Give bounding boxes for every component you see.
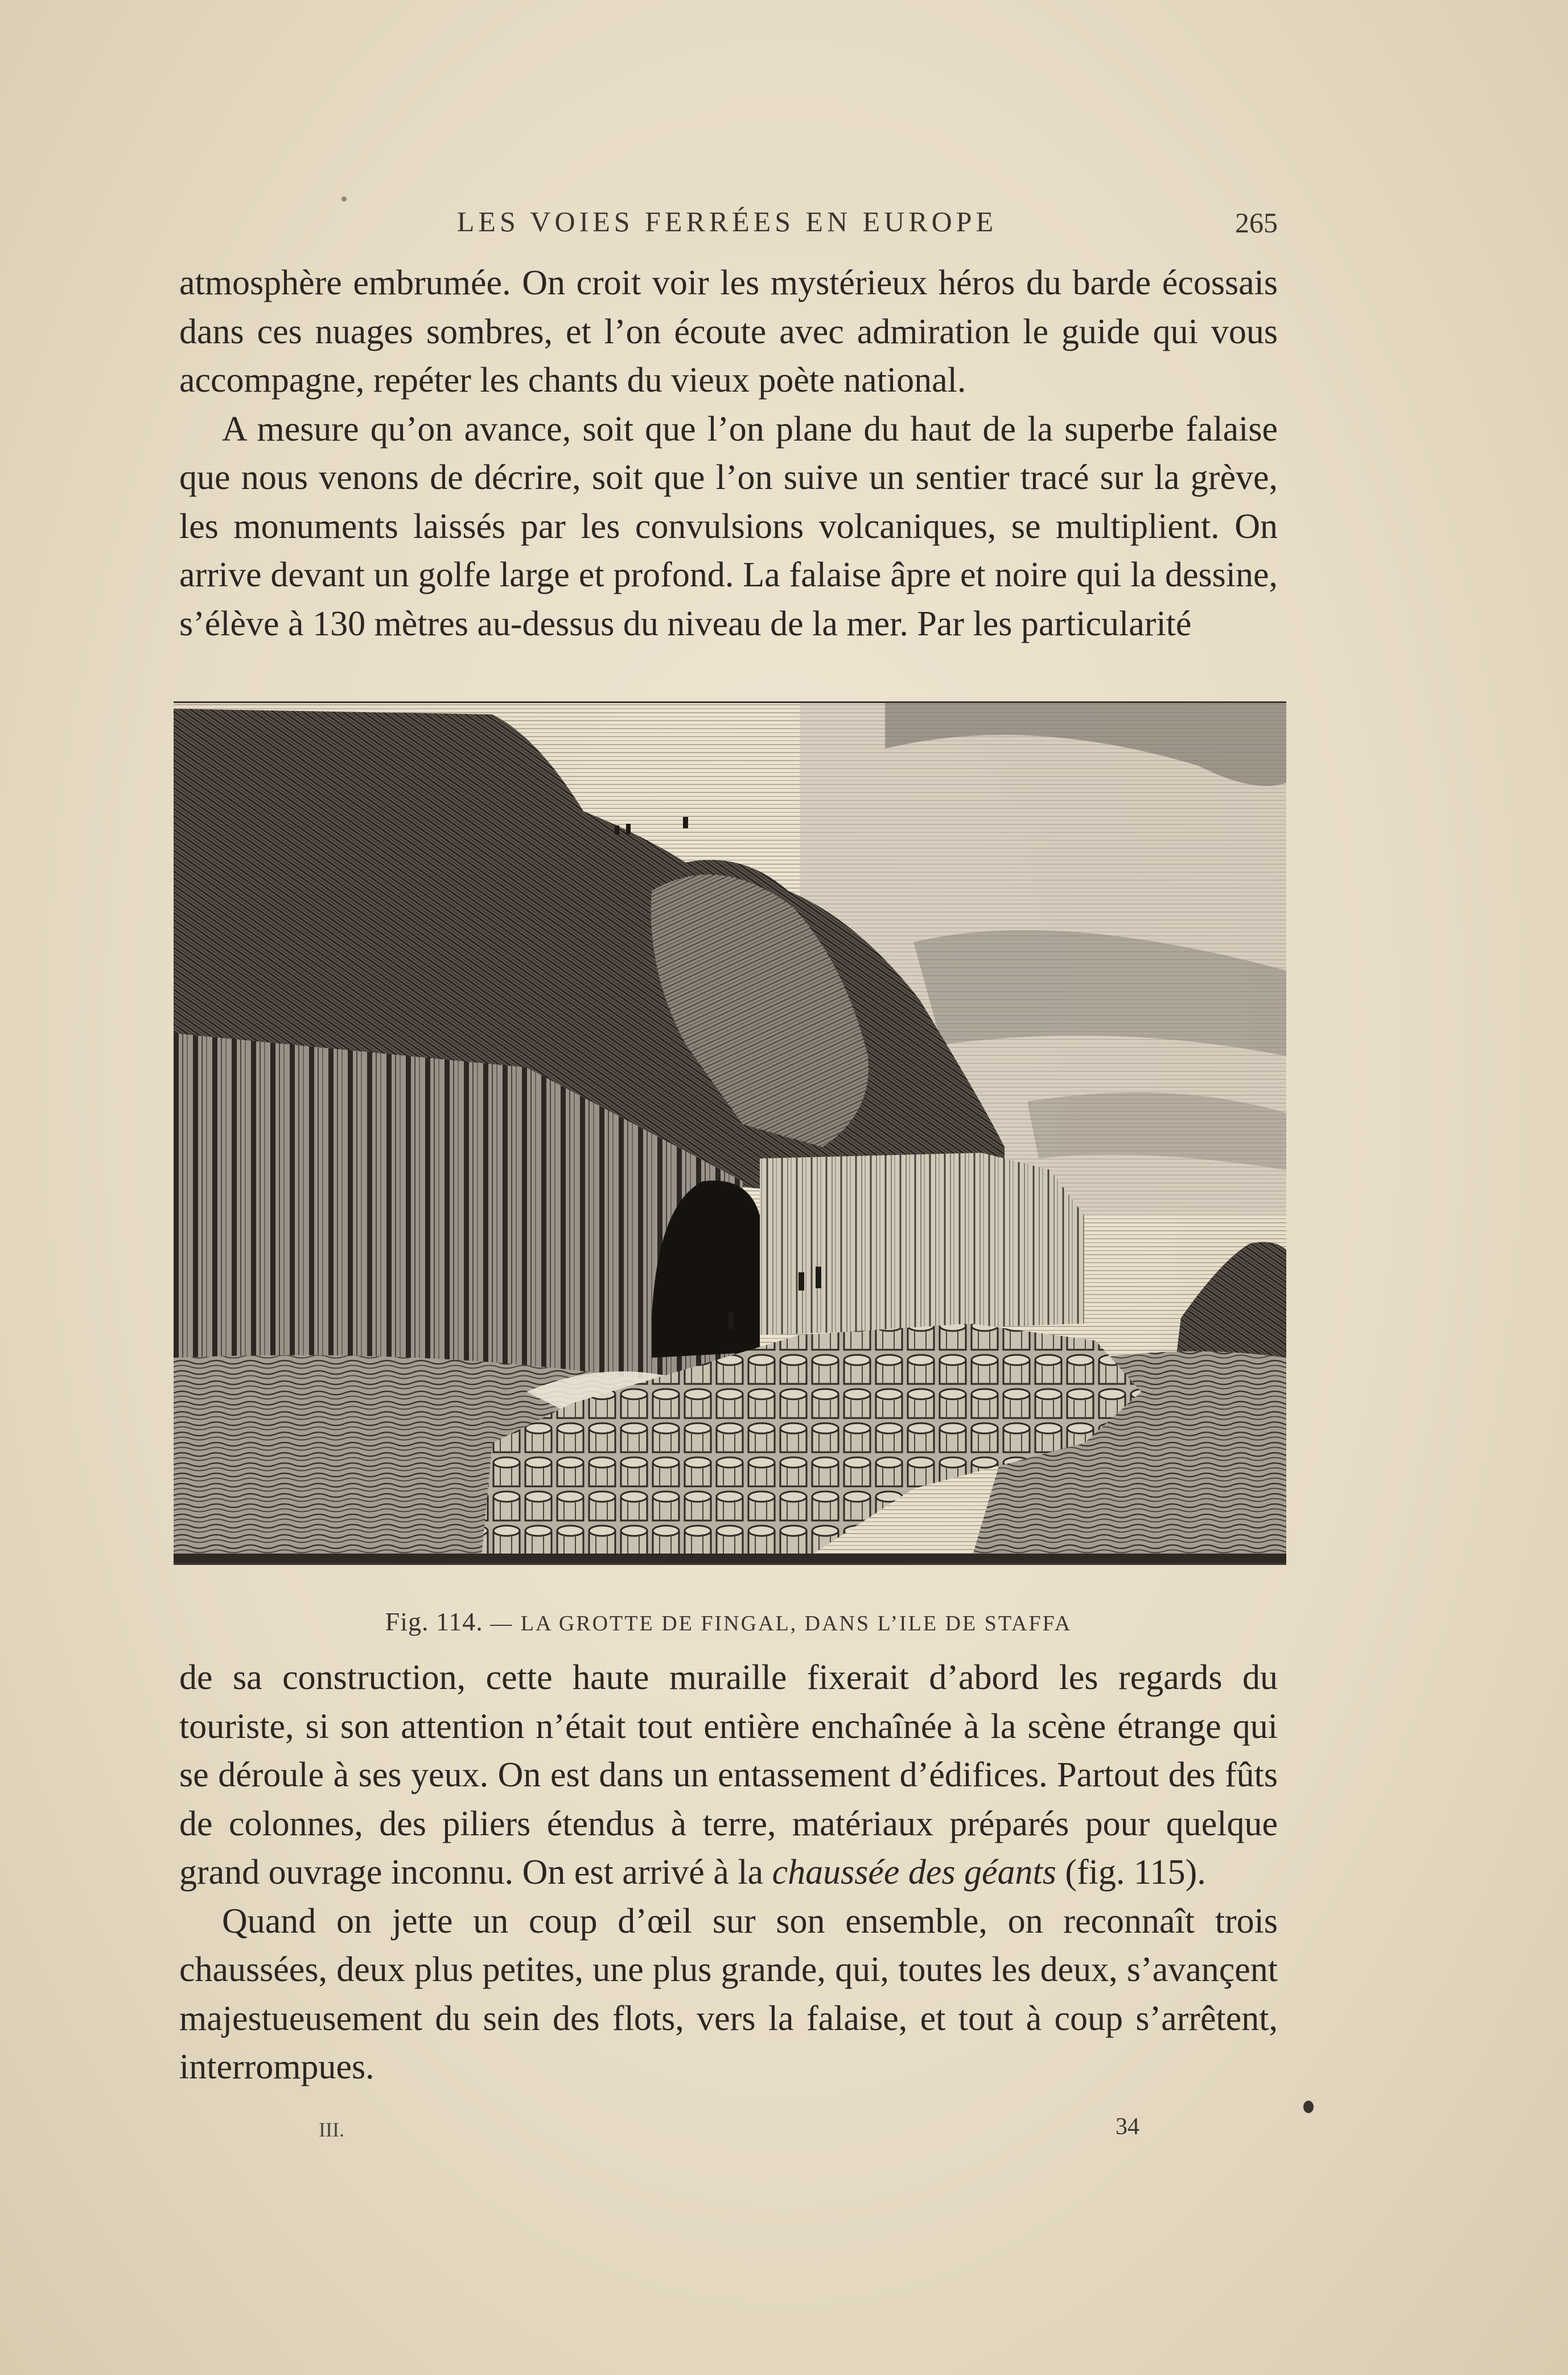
paragraph: Quand on jette un coup d’œil sur son ensemble, on reconnaît trois chaussées, deux plus petites, une plus grande, qui, toutes les deux, s’avançent majestueusement du sein des flots, vers la falaise, et tout à coup s’arrêtent, interrompues. <box>179 1901 1278 2086</box>
running-head <box>176 205 1278 245</box>
signature-mark: III. <box>319 2118 344 2141</box>
paragraph-continuation: atmosphère embrumée. On croit voir les mystérieux héros du barde écossais dans ces nuages sombres, et l’on écoute avec admiration le guide qui vous accompagne, repéter les chants du vieux poète national. <box>179 264 1278 400</box>
bottom-text-block <box>179 1654 1278 2092</box>
figure-reference: (fig. 115). <box>1056 1853 1206 1892</box>
running-title: LES VOIES FERRÉES EN EUROPE <box>456 206 998 237</box>
paragraph: A mesure qu’on avance, soit que l’on plane du haut de la superbe falaise que nous venons de décrire, soit que l’on suive un sentier tracé sur la grève, les monuments laissés par les convulsions volcaniques, se multiplient. On arrive devant un golfe large et profond. La falaise âpre et noire qui la dessine, s’élève à 130 mètres au-dessus du niveau de la mer. Par les particularité <box>179 409 1278 643</box>
engraving-illustration <box>174 703 1286 1563</box>
sheet-number: 34 <box>1116 2114 1139 2140</box>
top-text-block <box>179 259 1278 648</box>
figure-caption <box>179 1606 1278 1637</box>
ink-speck <box>1303 2101 1314 2113</box>
paragraph-continuation <box>179 1654 1278 1897</box>
paragraph-text: de sa construction, cette haute muraille fixerait d’abord les regards du touriste, si son attention n’était tout entière enchaînée à la scène étrange qui se déroule à ses yeux. On est dans un entassement d’édifices. Partout des fûts de colonnes, des piliers étendus à terre, matériaux préparés pour quelque grand ouvrage inconnu. On est arrivé à la <box>179 1658 1278 1892</box>
figure-label: Fig. 114. <box>385 1607 483 1636</box>
ink-speck <box>341 196 347 202</box>
basalt-columns-right <box>760 1153 1084 1335</box>
engraving-fingals-cave <box>174 701 1286 1565</box>
page-number: 265 <box>1235 207 1278 239</box>
caption-text: LA GROTTE DE FINGAL, DANS L’ILE DE STAFFA <box>520 1612 1072 1636</box>
italic-term: chaussée des géants <box>772 1853 1056 1892</box>
caption-dash: — <box>483 1612 521 1636</box>
